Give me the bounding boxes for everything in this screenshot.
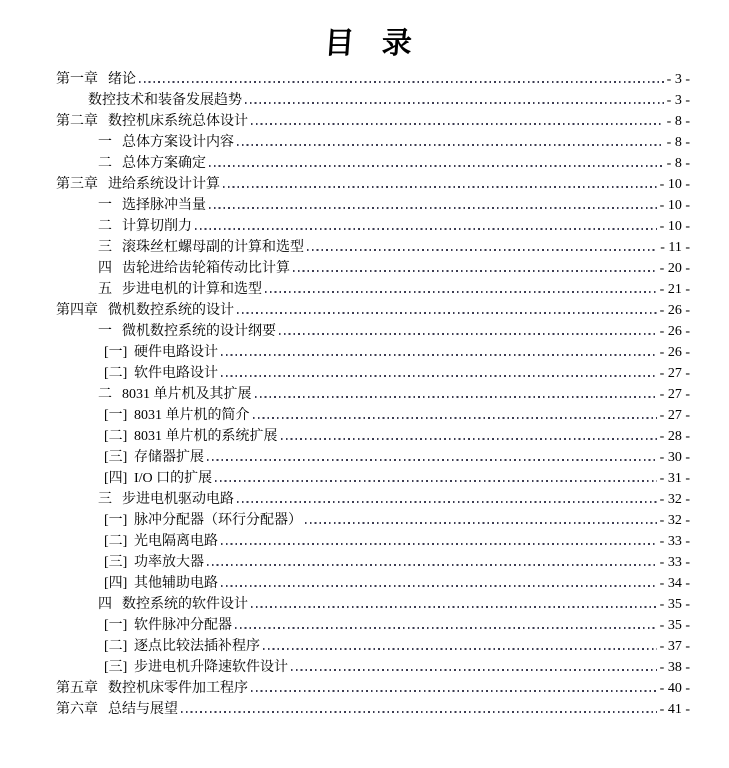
toc-entry-title: 滚珠丝杠螺母副的计算和选型 <box>122 240 304 255</box>
toc-entry-title: 数控系统的软件设计 <box>122 597 248 612</box>
dot-leader <box>235 627 657 629</box>
dot-leader <box>207 564 657 566</box>
toc-entry-title: 8031 单片机的简介 <box>134 408 250 423</box>
toc-entry[interactable] <box>56 615 690 636</box>
toc-entry[interactable] <box>56 216 690 237</box>
toc-entry[interactable] <box>56 258 690 279</box>
toc-entry-title: 齿轮进给齿轮箱传动比计算 <box>122 261 290 276</box>
toc-entry[interactable] <box>56 594 690 615</box>
toc-entry-page-number: - 26 - <box>659 324 690 339</box>
dot-leader <box>307 249 657 251</box>
toc-entry-title: 步进电机升降速软件设计 <box>134 660 288 675</box>
toc-entry[interactable] <box>56 132 690 153</box>
dot-leader <box>255 396 657 398</box>
dot-leader <box>215 480 657 482</box>
toc-entry-number: 第一章 <box>56 72 98 87</box>
dot-leader <box>251 606 657 608</box>
toc-entry-number: 四 <box>98 261 112 276</box>
toc-entry-number: [三] <box>104 555 128 570</box>
toc-entry[interactable] <box>56 174 690 195</box>
toc-entry-title: 数控机床系统总体设计 <box>108 114 248 129</box>
page-title: 目 录 <box>323 27 423 60</box>
toc-entry-title: 步进电机的计算和选型 <box>122 282 262 297</box>
dot-leader <box>237 144 664 146</box>
toc-entry-page-number: - 11 - <box>660 240 690 255</box>
toc-entry[interactable] <box>56 195 690 216</box>
toc-entry[interactable] <box>56 279 690 300</box>
toc-entry-title: 数控技术和装备发展趋势 <box>88 93 242 108</box>
dot-leader <box>281 438 657 440</box>
toc-entry-number: 三 <box>98 240 112 255</box>
toc-entry-number: 第二章 <box>56 114 98 129</box>
dot-leader <box>195 228 657 230</box>
toc-entry-title: 功率放大器 <box>134 555 204 570</box>
toc-entry-number: [三] <box>104 450 128 465</box>
toc-entry-page-number: - 35 - <box>659 618 690 633</box>
toc-entry-title: 绪论 <box>108 72 136 87</box>
toc-entry-number: [一] <box>104 618 128 633</box>
toc-entry-number: [二] <box>104 429 128 444</box>
toc-entry-title: 其他辅助电路 <box>134 576 218 591</box>
toc-entry[interactable] <box>56 531 690 552</box>
toc-entry[interactable] <box>56 153 690 174</box>
toc-entry-number: [四] <box>104 576 128 591</box>
toc-entry-number: [一] <box>104 513 128 528</box>
toc-entry-title: 总体方案确定 <box>122 156 206 171</box>
toc-entry-title: 存储器扩展 <box>134 450 204 465</box>
toc-entry-title: 软件脉冲分配器 <box>134 618 232 633</box>
dot-leader <box>305 522 657 524</box>
dot-leader <box>265 291 657 293</box>
toc-entry-page-number: - 21 - <box>659 282 690 297</box>
toc-entry-number: [二] <box>104 534 128 549</box>
toc-entry-page-number: - 28 - <box>659 429 690 444</box>
toc-entry[interactable] <box>56 321 690 342</box>
dot-leader <box>221 354 657 356</box>
dot-leader <box>139 81 664 83</box>
toc-entry[interactable] <box>56 384 690 405</box>
toc-entry-title: 硬件电路设计 <box>134 345 218 360</box>
dot-leader <box>207 459 657 461</box>
toc-entry[interactable] <box>56 447 690 468</box>
toc-entry-page-number: - 3 - <box>666 72 690 87</box>
toc-entry-page-number: - 8 - <box>666 135 690 150</box>
toc-entry[interactable] <box>56 111 690 132</box>
toc-entry[interactable] <box>56 510 690 531</box>
toc-entry-number: 五 <box>98 282 112 297</box>
toc-entry[interactable] <box>56 468 690 489</box>
toc-entry-page-number: - 27 - <box>659 366 690 381</box>
toc-entry-page-number: - 35 - <box>659 597 690 612</box>
toc-entry-number: [二] <box>104 639 128 654</box>
toc-entry-number: 三 <box>98 492 112 507</box>
toc-entry[interactable] <box>56 237 690 258</box>
dot-leader <box>223 186 657 188</box>
toc-entry[interactable] <box>56 300 690 321</box>
toc-entry[interactable] <box>56 405 690 426</box>
toc-entry-page-number: - 32 - <box>659 492 690 507</box>
toc-entry-page-number: - 32 - <box>659 513 690 528</box>
toc-entry-number: [一] <box>104 408 128 423</box>
toc-entry-page-number: - 33 - <box>659 534 690 549</box>
toc-entry-title: 微机数控系统的设计纲要 <box>122 324 276 339</box>
toc-entry-number: 一 <box>98 324 112 339</box>
toc-entry-title: 8031 单片机的系统扩展 <box>134 429 278 444</box>
toc-entry-page-number: - 31 - <box>659 471 690 486</box>
toc-entry-title: 总体方案设计内容 <box>122 135 234 150</box>
toc-entry-title: 逐点比较法插补程序 <box>134 639 260 654</box>
toc-entry-number: 二 <box>98 156 112 171</box>
dot-leader <box>237 312 657 314</box>
toc-entry-number: [一] <box>104 345 128 360</box>
toc-entry-number: 第四章 <box>56 303 98 318</box>
toc-entry-page-number: - 10 - <box>659 177 690 192</box>
toc-entry-page-number: - 34 - <box>659 576 690 591</box>
toc-entry[interactable] <box>56 552 690 573</box>
toc-entry-page-number: - 37 - <box>659 639 690 654</box>
toc-entry[interactable] <box>56 69 690 90</box>
toc-entry-page-number: - 10 - <box>659 198 690 213</box>
toc-entry-title: 选择脉冲当量 <box>122 198 206 213</box>
dot-leader <box>221 585 657 587</box>
dot-leader <box>279 333 657 335</box>
toc-entry[interactable] <box>56 678 690 699</box>
toc-entry[interactable] <box>56 657 690 678</box>
toc-entry-page-number: - 3 - <box>666 93 690 108</box>
toc-entry-number: [四] <box>104 471 128 486</box>
dot-leader <box>221 543 657 545</box>
toc-entry-page-number: - 27 - <box>659 408 690 423</box>
toc-entry-title: 微机数控系统的设计 <box>108 303 234 318</box>
dot-leader <box>209 165 664 167</box>
toc-entry-title: 计算切削力 <box>122 219 192 234</box>
toc-entry-number: 二 <box>98 387 112 402</box>
toc-entry-number: 二 <box>98 219 112 234</box>
toc-entry-number: 第五章 <box>56 681 98 696</box>
dot-leader <box>291 669 657 671</box>
dot-leader <box>263 648 657 650</box>
dot-leader <box>245 102 664 104</box>
dot-leader <box>293 270 657 272</box>
toc-entry-title: 光电隔离电路 <box>134 534 218 549</box>
toc-entry[interactable] <box>56 363 690 384</box>
toc-entry[interactable] <box>56 636 690 657</box>
toc-entry-page-number: - 40 - <box>659 681 690 696</box>
toc-entry-number: 一 <box>98 198 112 213</box>
toc-entry-page-number: - 41 - <box>659 702 690 717</box>
toc-entry-page-number: - 26 - <box>659 345 690 360</box>
toc-entry-title: I/O 口的扩展 <box>134 471 213 486</box>
toc-entry-number: 第三章 <box>56 177 98 192</box>
toc-entry-number: 第六章 <box>56 702 98 717</box>
toc-entry-page-number: - 33 - <box>659 555 690 570</box>
toc-entry-number: 一 <box>98 135 112 150</box>
dot-leader <box>237 501 657 503</box>
dot-leader <box>221 375 657 377</box>
toc-entry-number: 四 <box>98 597 112 612</box>
toc-entry-page-number: - 20 - <box>659 261 690 276</box>
toc-entry-title: 软件电路设计 <box>134 366 218 381</box>
toc-entry-number: [二] <box>104 366 128 381</box>
dot-leader <box>181 711 657 713</box>
dot-leader <box>251 123 664 125</box>
toc-entry[interactable] <box>56 342 690 363</box>
toc-entry[interactable] <box>56 699 690 720</box>
dot-leader <box>251 690 657 692</box>
toc-entry-page-number: - 30 - <box>659 450 690 465</box>
dot-leader <box>209 207 657 209</box>
toc-entry-title: 步进电机驱动电路 <box>122 492 234 507</box>
toc-entry-page-number: - 38 - <box>659 660 690 675</box>
toc-entry[interactable] <box>56 489 690 510</box>
toc-entry-number: [三] <box>104 660 128 675</box>
toc-entry[interactable] <box>56 90 690 111</box>
toc-entry-title: 脉冲分配器（环行分配器） <box>134 513 302 528</box>
toc-entry-page-number: - 27 - <box>659 387 690 402</box>
toc-entry-page-number: - 8 - <box>666 156 690 171</box>
toc-entry-title: 8031 单片机及其扩展 <box>122 387 252 402</box>
toc-entry-title: 总结与展望 <box>108 702 178 717</box>
toc-entry-page-number: - 10 - <box>659 219 690 234</box>
toc-list <box>56 69 690 720</box>
toc-entry-page-number: - 26 - <box>659 303 690 318</box>
dot-leader <box>253 417 657 419</box>
toc-entry-title: 进给系统设计计算 <box>108 177 220 192</box>
toc-entry[interactable] <box>56 426 690 447</box>
toc-entry-page-number: - 8 - <box>666 114 690 129</box>
toc-entry[interactable] <box>56 573 690 594</box>
toc-entry-title: 数控机床零件加工程序 <box>108 681 248 696</box>
